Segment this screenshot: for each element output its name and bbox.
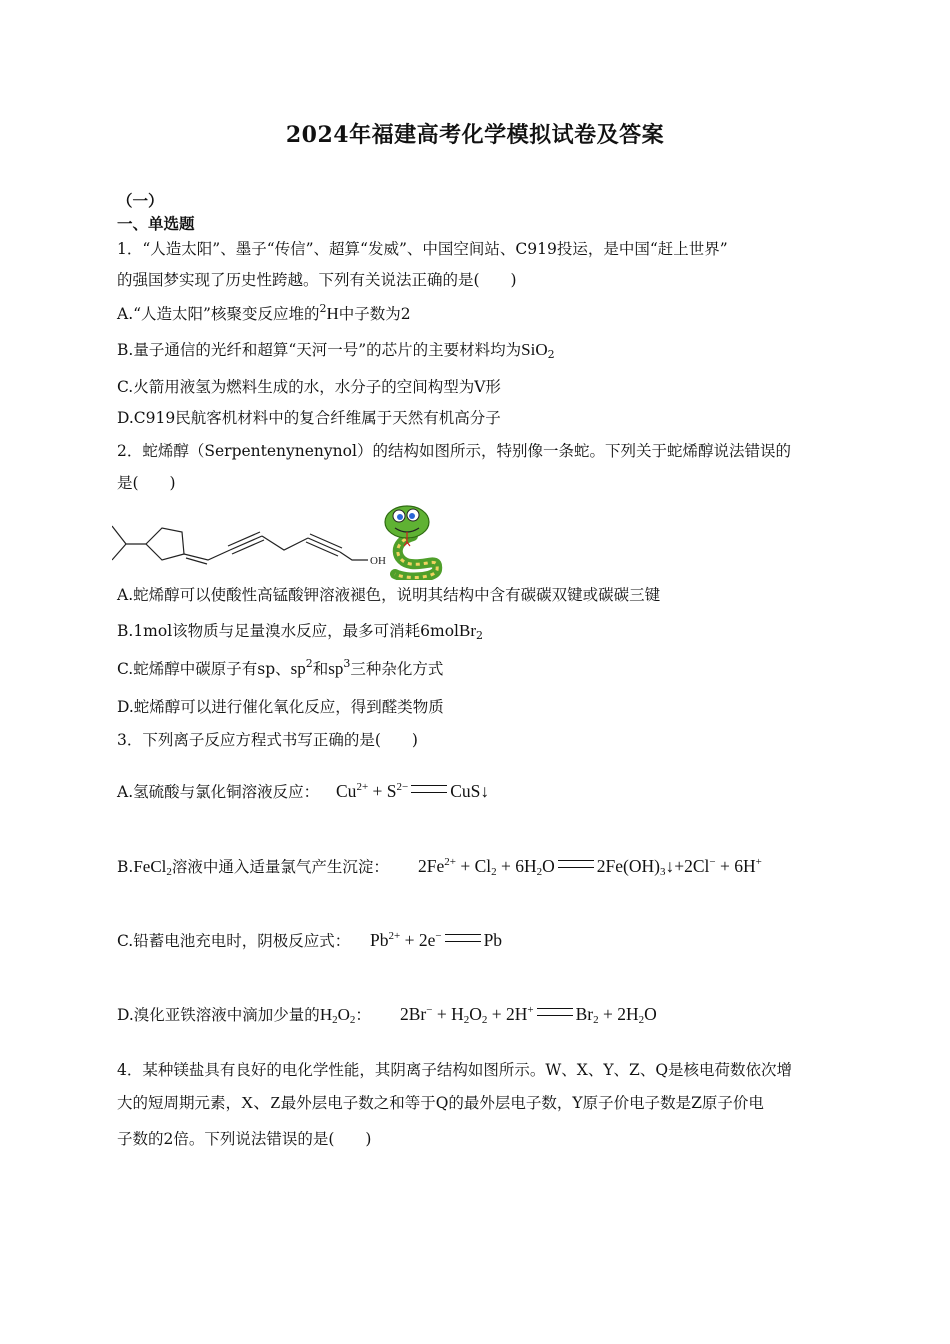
q1-option-b <box>117 340 555 360</box>
q2-option-b-subscript: 2 <box>476 629 484 642</box>
q3-option-b-label <box>117 857 389 877</box>
q2-option-c-sup3: 3 <box>343 657 351 670</box>
q2-option-c <box>117 659 443 679</box>
q3-option-d-formula: $H_2O_2$ <box>319 1005 356 1026</box>
q4-stem-line2-prefix: 大的短周期元素， <box>117 1094 242 1112</box>
q1-option-b-subscript: 2 <box>547 348 555 361</box>
q3-option-c-equation: $Pb^{2+} + 2e^-$ Pb <box>370 930 503 950</box>
q3-option-c-label: C.铅蓄电池充电时，阴极反应式： <box>117 932 351 950</box>
q2-option-d: D.蛇烯醇可以进行催化氧化反应，得到醛类物质 <box>117 698 444 716</box>
q1-stem-line1: 1．“人造太阳”、墨子“传信”、超算“发威”、中国空间站、C919投运，是中国“赶上世界” <box>117 240 728 258</box>
q3-option-b-formula: FeCl$_2$ <box>133 857 172 878</box>
q3-option-d-equation: $2Br^- + H_2O_2 + 2H^+$ $Br_2 + 2H_2O$ <box>400 1004 657 1026</box>
q2-stem-line1: 2．蛇烯醇（Serpentenynenynol）的结构如图所示，特别像一条蛇。下列关于蛇烯醇说法错误的 <box>117 442 791 460</box>
q3-option-d-label <box>117 1005 371 1025</box>
q3-option-a-equation: $Cu^{2+} + S^{2-}$ CuS↓ <box>336 781 490 801</box>
q3-option-b-text: 溶液中通入适量氯气产生沉淀： <box>171 858 389 876</box>
q3-option-b-prefix: B. <box>117 858 134 876</box>
q2-option-c-sp3: sp <box>328 659 344 678</box>
q3-option-d-colon: ： <box>355 1006 371 1024</box>
q1-option-b-text: B.量子通信的光纤和超算“天河一号”的芯片的主要材料均为 <box>117 341 522 359</box>
serpentenynenynol-structure <box>112 514 392 574</box>
q2-option-c-text: C.蛇烯醇中碳原子有sp、 <box>117 660 291 678</box>
q4-stem-line3: 子数的2倍。下列说法错误的是( ) <box>117 1130 372 1148</box>
hydroxyl-label: OH <box>370 555 386 567</box>
q3-option-d-text: D.溴化亚铁溶液中滴加少量的 <box>117 1006 320 1024</box>
section-heading: 一、单选题 <box>117 214 195 233</box>
q4-stem-line1: 4．某种镁盐具有良好的电化学性能，其阴离子结构如图所示。W、X、Y、Z、Q是核电荷数依次增 <box>117 1061 793 1079</box>
q3-option-b-equation: $2Fe^{2+} + Cl_2 + 6H_2O$ $2Fe(OH)_3↓+2Cl^- + 6H^+$ <box>418 856 762 878</box>
part-label: （一） <box>117 191 164 210</box>
q2-option-b <box>117 621 483 641</box>
q3-option-a-label: A.氢硫酸与氯化铜溶液反应： <box>117 783 320 801</box>
q4-stem-line2-tail: 最外层电子数之和等于Q的最外层电子数，Y原子价电子数是Z原子价电 <box>280 1094 764 1112</box>
q2-option-c-and: 和 <box>312 660 329 678</box>
q1-option-a-mass-number: 2 <box>319 302 327 315</box>
q1-option-a-symbol: H <box>326 304 339 323</box>
q1-option-b-formula: SiO <box>521 340 548 359</box>
q2-option-b-text: B.1mol该物质与足量溴水反应，最多可消耗6mol <box>117 622 460 640</box>
q1-option-a-tail: 中子数为2 <box>338 305 411 323</box>
snake-cartoon-image <box>377 500 449 580</box>
q1-option-a <box>117 304 411 324</box>
q1-option-c: C.火箭用液氢为燃料生成的水，水分子的空间构型为V形 <box>117 378 501 396</box>
q1-option-a-text: A.“人造太阳”核聚变反应堆的 <box>117 305 320 323</box>
page-title: 2024年福建高考化学模拟试卷及答案 <box>285 122 665 148</box>
q1-option-d: D.C919民航客机材料中的复合纤维属于天然有机高分子 <box>117 409 501 427</box>
q2-option-c-tail: 三种杂化方式 <box>350 660 444 678</box>
q3-stem: 3．下列离子反应方程式书写正确的是( ) <box>117 731 418 749</box>
q2-option-c-sp2: sp <box>290 659 306 678</box>
q2-stem-line2: 是( ) <box>117 474 176 492</box>
q2-option-c-sup2: 2 <box>305 657 313 670</box>
q2-option-a: A.蛇烯醇可以使酸性高锰酸钾溶液褪色，说明其结构中含有碳碳双键或碳碳三键 <box>117 586 661 604</box>
q2-option-b-formula: Br <box>459 621 477 640</box>
q4-stem-line2-symbols: X、Z <box>241 1093 281 1112</box>
q4-stem-line2 <box>117 1093 764 1113</box>
q1-stem-line2: 的强国梦实现了历史性跨越。下列有关说法正确的是( ) <box>117 271 517 289</box>
